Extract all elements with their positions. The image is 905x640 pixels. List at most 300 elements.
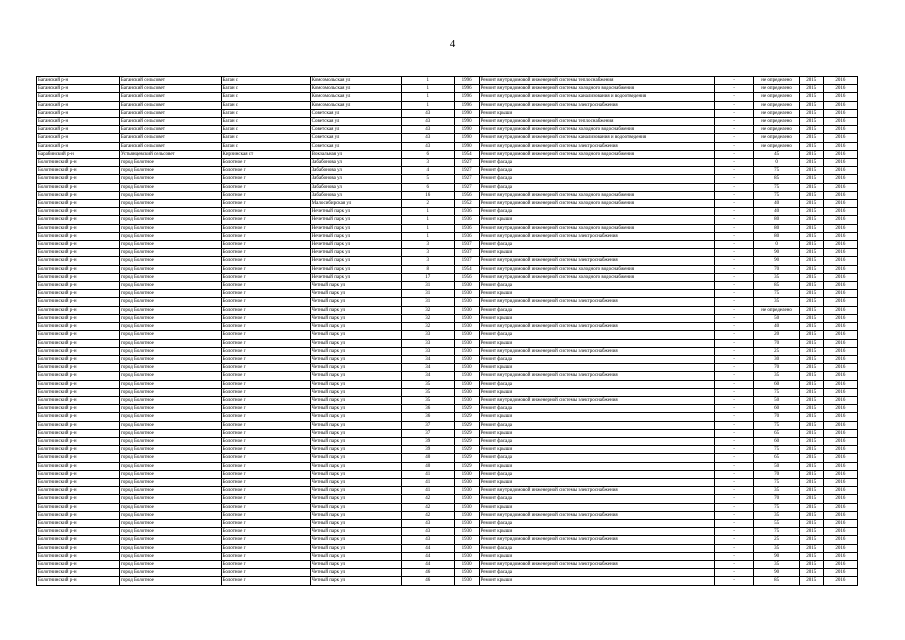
district-cell: Болотнинский р-н [37, 429, 120, 437]
plan-end-year-cell: 2016 [823, 118, 857, 126]
settlement-cell: Болотное г [221, 536, 310, 544]
street-cell: Нечетный парк ул [310, 208, 401, 216]
street-cell: Четный парк ул [310, 462, 401, 470]
settlement-cell: Болотное г [221, 364, 310, 372]
municipality-cell: город Болотное [119, 470, 221, 478]
settlement-cell: Баган с [221, 101, 310, 109]
dash-cell: - [714, 142, 753, 150]
plan-start-year-cell: 2015 [799, 470, 823, 478]
plan-start-year-cell: 2015 [799, 405, 823, 413]
district-cell: Болотнинский р-н [37, 208, 120, 216]
district-cell: Болотнинский р-н [37, 487, 120, 495]
table-row [37, 109, 858, 117]
settlement-cell: Баган с [221, 118, 310, 126]
build-year-cell: 1927 [454, 167, 479, 175]
plan-end-year-cell: 2016 [823, 323, 857, 331]
house-number-cell: 40 [401, 454, 454, 462]
plan-end-year-cell: 2016 [823, 347, 857, 355]
district-cell: Болотнинский р-н [37, 175, 120, 183]
table-row [37, 323, 858, 331]
house-number-cell: 1 [401, 216, 454, 224]
table-row [37, 232, 858, 240]
municipality-cell: город Болотное [119, 544, 221, 552]
plan-end-year-cell: 2016 [823, 282, 857, 290]
district-cell: Болотнинский р-н [37, 528, 120, 536]
work-type-cell: Ремонт внутридомовой инженерной системы холодного водоснабжения [479, 126, 714, 134]
dash-cell: - [714, 429, 753, 437]
plan-end-year-cell: 2016 [823, 314, 857, 322]
dash-cell: - [714, 339, 753, 347]
settlement-cell: Болотное г [221, 560, 310, 568]
plan-end-year-cell: 2016 [823, 503, 857, 511]
settlement-cell: Болотное г [221, 487, 310, 495]
district-cell: Болотнинский р-н [37, 396, 120, 404]
street-cell: Четный парк ул [310, 511, 401, 519]
street-cell: Четный парк ул [310, 331, 401, 339]
wear-percent-cell: 35 [754, 487, 800, 495]
house-number-cell: 41 [401, 470, 454, 478]
plan-start-year-cell: 2015 [799, 323, 823, 331]
wear-percent-cell: 75 [754, 503, 800, 511]
street-cell: Четный парк ул [310, 298, 401, 306]
table-row [37, 150, 858, 158]
work-type-cell: Ремонт крыши [479, 552, 714, 560]
district-cell: Болотнинский р-н [37, 446, 120, 454]
build-year-cell: 1930 [454, 372, 479, 380]
house-number-cell: 35 [401, 388, 454, 396]
build-year-cell: 1990 [454, 118, 479, 126]
settlement-cell: Болотное г [221, 552, 310, 560]
plan-start-year-cell: 2015 [799, 528, 823, 536]
house-number-cell: 44 [401, 552, 454, 560]
street-cell: Советская ул [310, 134, 401, 142]
wear-percent-cell: 80 [754, 216, 800, 224]
wear-percent-cell: 30 [754, 355, 800, 363]
dash-cell: - [714, 519, 753, 527]
wear-percent-cell: 35 [754, 544, 800, 552]
build-year-cell: 1996 [454, 77, 479, 85]
plan-end-year-cell: 2016 [823, 364, 857, 372]
build-year-cell: 1930 [454, 577, 479, 585]
wear-percent-cell: 60 [754, 380, 800, 388]
wear-percent-cell: 75 [754, 446, 800, 454]
house-number-cell: 34 [401, 364, 454, 372]
street-cell: Забабонова ул [310, 183, 401, 191]
street-cell: Комсомольская ул [310, 93, 401, 101]
dash-cell: - [714, 183, 753, 191]
plan-end-year-cell: 2016 [823, 380, 857, 388]
page-number: 4 [449, 38, 456, 50]
street-cell: Нечетный парк ул [310, 265, 401, 273]
settlement-cell: Болотное г [221, 462, 310, 470]
build-year-cell: 1936 [454, 216, 479, 224]
district-cell: Болотнинский р-н [37, 364, 120, 372]
house-number-cell: 41 [401, 478, 454, 486]
table-row [37, 347, 858, 355]
municipality-cell: город Болотное [119, 380, 221, 388]
dash-cell: - [714, 405, 753, 413]
work-type-cell: Ремонт крыши [479, 413, 714, 421]
work-type-cell: Ремонт внутридомовой инженерной системы холодного водоснабжения [479, 224, 714, 232]
work-type-cell: Ремонт внутридомовой инженерной системы холодного водоснабжения [479, 273, 714, 281]
table-row [37, 478, 858, 486]
plan-start-year-cell: 2015 [799, 306, 823, 314]
street-cell: Четный парк ул [310, 306, 401, 314]
work-type-cell: Ремонт фасада [479, 175, 714, 183]
work-type-cell: Ремонт фасада [479, 306, 714, 314]
street-cell: Четный парк ул [310, 552, 401, 560]
house-number-cell: 36 [401, 413, 454, 421]
plan-end-year-cell: 2016 [823, 544, 857, 552]
wear-percent-cell: 50 [754, 462, 800, 470]
street-cell: Четный парк ул [310, 314, 401, 322]
house-number-cell: 43 [401, 536, 454, 544]
district-cell: Болотнинский р-н [37, 552, 120, 560]
municipality-cell: город Болотное [119, 421, 221, 429]
work-type-cell: Ремонт внутридомовой инженерной системы электроснабжения [479, 232, 714, 240]
dash-cell: - [714, 437, 753, 445]
settlement-cell: Баган с [221, 126, 310, 134]
municipality-cell: Баганский сельсовет [119, 101, 221, 109]
plan-start-year-cell: 2015 [799, 569, 823, 577]
district-cell: Болотнинский р-н [37, 306, 120, 314]
table-row [37, 77, 858, 85]
table-row [37, 462, 858, 470]
district-cell: Болотнинский р-н [37, 536, 120, 544]
build-year-cell: 1930 [454, 560, 479, 568]
district-cell: Баганский р-н [37, 142, 120, 150]
settlement-cell: Баган с [221, 85, 310, 93]
district-cell: Болотнинский р-н [37, 216, 120, 224]
build-year-cell: 1930 [454, 323, 479, 331]
build-year-cell: 1927 [454, 175, 479, 183]
street-cell: Нечетный парк ул [310, 273, 401, 281]
work-type-cell: Ремонт крыши [479, 388, 714, 396]
plan-end-year-cell: 2016 [823, 421, 857, 429]
house-number-cell: 43 [401, 134, 454, 142]
dash-cell: - [714, 109, 753, 117]
plan-start-year-cell: 2015 [799, 85, 823, 93]
wear-percent-cell: 0 [754, 159, 800, 167]
street-cell: Четный парк ул [310, 470, 401, 478]
settlement-cell: Болотное г [221, 528, 310, 536]
settlement-cell: Баган с [221, 93, 310, 101]
wear-percent-cell: 90 [754, 552, 800, 560]
house-number-cell: 42 [401, 495, 454, 503]
build-year-cell: 1937 [454, 257, 479, 265]
district-cell: Болотнинский р-н [37, 577, 120, 585]
dash-cell: - [714, 396, 753, 404]
wear-percent-cell: 70 [754, 364, 800, 372]
street-cell: Комсомольская ул [310, 85, 401, 93]
work-type-cell: Ремонт фасада [479, 437, 714, 445]
build-year-cell: 1930 [454, 495, 479, 503]
house-number-cell: 43 [401, 142, 454, 150]
table-row [37, 552, 858, 560]
house-number-cell: 34 [401, 372, 454, 380]
work-type-cell: Ремонт внутридомовой инженерной системы электроснабжения [479, 372, 714, 380]
dash-cell: - [714, 355, 753, 363]
work-type-cell: Ремонт внутридомовой инженерной системы электроснабжения [479, 347, 714, 355]
house-number-cell: 34 [401, 355, 454, 363]
plan-end-year-cell: 2016 [823, 462, 857, 470]
build-year-cell: 1930 [454, 388, 479, 396]
plan-end-year-cell: 2016 [823, 405, 857, 413]
dash-cell: - [714, 298, 753, 306]
work-type-cell: Ремонт внутридомовой инженерной системы электроснабжения [479, 487, 714, 495]
settlement-cell: Болотное г [221, 347, 310, 355]
dash-cell: - [714, 273, 753, 281]
wear-percent-cell: 75 [754, 167, 800, 175]
plan-start-year-cell: 2015 [799, 446, 823, 454]
table-row [37, 257, 858, 265]
plan-end-year-cell: 2016 [823, 331, 857, 339]
district-cell: Болотнинский р-н [37, 413, 120, 421]
work-type-cell: Ремонт внутридомовой инженерной системы холодного водоснабжения [479, 191, 714, 199]
municipality-cell: город Болотное [119, 454, 221, 462]
plan-end-year-cell: 2016 [823, 109, 857, 117]
house-number-cell: 35 [401, 396, 454, 404]
build-year-cell: 1996 [454, 85, 479, 93]
table-row [37, 519, 858, 527]
table-row [37, 577, 858, 585]
build-year-cell: 1990 [454, 109, 479, 117]
wear-percent-cell: не определено [754, 101, 800, 109]
plan-start-year-cell: 2015 [799, 454, 823, 462]
settlement-cell: Баган с [221, 142, 310, 150]
work-type-cell: Ремонт крыши [479, 109, 714, 117]
district-cell: Болотнинский р-н [37, 560, 120, 568]
table-row [37, 536, 858, 544]
dash-cell: - [714, 528, 753, 536]
plan-start-year-cell: 2015 [799, 257, 823, 265]
dash-cell: - [714, 487, 753, 495]
wear-percent-cell: 40 [754, 323, 800, 331]
municipality-cell: город Болотное [119, 528, 221, 536]
wear-percent-cell: 55 [754, 519, 800, 527]
wear-percent-cell: 40 [754, 208, 800, 216]
street-cell: Забабонова ул [310, 159, 401, 167]
plan-end-year-cell: 2016 [823, 167, 857, 175]
dash-cell: - [714, 314, 753, 322]
build-year-cell: 1929 [454, 454, 479, 462]
municipality-cell: Баганский сельсовет [119, 118, 221, 126]
house-number-cell: 40 [401, 462, 454, 470]
house-number-cell: 36 [401, 405, 454, 413]
municipality-cell: город Болотное [119, 503, 221, 511]
table-row [37, 355, 858, 363]
wear-percent-cell: 80 [754, 232, 800, 240]
street-cell: Четный парк ул [310, 519, 401, 527]
build-year-cell: 1929 [454, 446, 479, 454]
build-year-cell: 1929 [454, 462, 479, 470]
plan-end-year-cell: 2016 [823, 552, 857, 560]
district-cell: Болотнинский р-н [37, 495, 120, 503]
settlement-cell: Болотное г [221, 208, 310, 216]
work-type-cell: Ремонт внутридомовой инженерной системы электроснабжения [479, 396, 714, 404]
dash-cell: - [714, 175, 753, 183]
wear-percent-cell: 75 [754, 183, 800, 191]
wear-percent-cell: не определено [754, 109, 800, 117]
plan-start-year-cell: 2015 [799, 241, 823, 249]
plan-end-year-cell: 2016 [823, 355, 857, 363]
municipality-cell: город Болотное [119, 552, 221, 560]
street-cell: Четный парк ул [310, 560, 401, 568]
street-cell: Четный парк ул [310, 454, 401, 462]
table-row [37, 183, 858, 191]
municipality-cell: город Болотное [119, 265, 221, 273]
plan-start-year-cell: 2015 [799, 503, 823, 511]
wear-percent-cell: 45 [754, 150, 800, 158]
work-type-cell: Ремонт крыши [479, 462, 714, 470]
municipality-cell: город Болотное [119, 159, 221, 167]
plan-end-year-cell: 2016 [823, 569, 857, 577]
street-cell: Четный парк ул [310, 347, 401, 355]
plan-start-year-cell: 2015 [799, 388, 823, 396]
municipality-cell: город Болотное [119, 208, 221, 216]
settlement-cell: Болотное г [221, 159, 310, 167]
plan-end-year-cell: 2016 [823, 372, 857, 380]
work-type-cell: Ремонт крыши [479, 364, 714, 372]
build-year-cell: 1952 [454, 200, 479, 208]
table-row [37, 372, 858, 380]
plan-end-year-cell: 2016 [823, 560, 857, 568]
wear-percent-cell: 35 [754, 298, 800, 306]
settlement-cell: Болотное г [221, 544, 310, 552]
house-number-cell: 37 [401, 429, 454, 437]
table-row [37, 331, 858, 339]
street-cell: Забабонова ул [310, 191, 401, 199]
work-type-cell: Ремонт фасада [479, 241, 714, 249]
district-cell: Болотнинский р-н [37, 249, 120, 257]
municipality-cell: город Болотное [119, 175, 221, 183]
plan-start-year-cell: 2015 [799, 93, 823, 101]
dash-cell: - [714, 208, 753, 216]
plan-start-year-cell: 2015 [799, 224, 823, 232]
street-cell: Четный парк ул [310, 577, 401, 585]
dash-cell: - [714, 85, 753, 93]
municipality-cell: город Болотное [119, 437, 221, 445]
table-row [37, 126, 858, 134]
street-cell: Четный парк ул [310, 355, 401, 363]
settlement-cell: Болотное г [221, 249, 310, 257]
house-number-cell: 35 [401, 380, 454, 388]
district-cell: Баганский р-н [37, 85, 120, 93]
plan-end-year-cell: 2016 [823, 388, 857, 396]
dash-cell: - [714, 150, 753, 158]
street-cell: Четный парк ул [310, 536, 401, 544]
street-cell: Четный парк ул [310, 487, 401, 495]
wear-percent-cell: 35 [754, 273, 800, 281]
district-cell: Болотнинский р-н [37, 569, 120, 577]
dash-cell: - [714, 77, 753, 85]
wear-percent-cell: 50 [754, 396, 800, 404]
house-number-cell: 42 [401, 503, 454, 511]
municipality-cell: город Болотное [119, 257, 221, 265]
plan-start-year-cell: 2015 [799, 200, 823, 208]
work-type-cell: Ремонт фасада [479, 355, 714, 363]
plan-start-year-cell: 2015 [799, 380, 823, 388]
plan-start-year-cell: 2015 [799, 478, 823, 486]
municipality-cell: город Болотное [119, 495, 221, 503]
table-row [37, 249, 858, 257]
table-row [37, 364, 858, 372]
settlement-cell: Болотное г [221, 241, 310, 249]
work-type-cell: Ремонт крыши [479, 216, 714, 224]
wear-percent-cell: 65 [754, 429, 800, 437]
settlement-cell: Болотное г [221, 323, 310, 331]
settlement-cell: Болотное г [221, 405, 310, 413]
district-cell: Болотнинский р-н [37, 191, 120, 199]
house-number-cell: 6 [401, 183, 454, 191]
house-number-cell: 6 [401, 150, 454, 158]
wear-percent-cell: 60 [754, 437, 800, 445]
district-cell: Болотнинский р-н [37, 388, 120, 396]
table-row [37, 339, 858, 347]
work-type-cell: Ремонт фасада [479, 183, 714, 191]
build-year-cell: 1930 [454, 569, 479, 577]
build-year-cell: 1990 [454, 142, 479, 150]
settlement-cell: Болотное г [221, 191, 310, 199]
house-number-cell: 1 [401, 232, 454, 240]
street-cell: Четный парк ул [310, 429, 401, 437]
work-type-cell: Ремонт внутридомовой инженерной системы электроснабжения [479, 511, 714, 519]
build-year-cell: 1930 [454, 478, 479, 486]
work-type-cell: Ремонт крыши [479, 446, 714, 454]
plan-start-year-cell: 2015 [799, 175, 823, 183]
settlement-cell: Болотное г [221, 577, 310, 585]
municipality-cell: город Болотное [119, 577, 221, 585]
house-number-cell: 43 [401, 109, 454, 117]
district-cell: Болотнинский р-н [37, 323, 120, 331]
table-row [37, 224, 858, 232]
dash-cell: - [714, 191, 753, 199]
street-cell: Четный парк ул [310, 396, 401, 404]
wear-percent-cell: 70 [754, 265, 800, 273]
plan-end-year-cell: 2016 [823, 85, 857, 93]
plan-start-year-cell: 2015 [799, 372, 823, 380]
table-row [37, 314, 858, 322]
build-year-cell: 1930 [454, 290, 479, 298]
dash-cell: - [714, 216, 753, 224]
dash-cell: - [714, 388, 753, 396]
build-year-cell: 1930 [454, 470, 479, 478]
district-cell: Болотнинский р-н [37, 355, 120, 363]
build-year-cell: 1956 [454, 191, 479, 199]
settlement-cell: Баган с [221, 134, 310, 142]
wear-percent-cell: 75 [754, 478, 800, 486]
plan-end-year-cell: 2016 [823, 142, 857, 150]
street-cell: Комсомольская ул [310, 77, 401, 85]
dash-cell: - [714, 569, 753, 577]
plan-start-year-cell: 2015 [799, 519, 823, 527]
wear-percent-cell: 80 [754, 224, 800, 232]
house-number-cell: 43 [401, 118, 454, 126]
work-type-cell: Ремонт крыши [479, 339, 714, 347]
wear-percent-cell: 25 [754, 347, 800, 355]
work-type-cell: Ремонт фасада [479, 282, 714, 290]
table-row [37, 380, 858, 388]
work-type-cell: Ремонт крыши [479, 249, 714, 257]
dash-cell: - [714, 265, 753, 273]
municipality-cell: город Болотное [119, 232, 221, 240]
wear-percent-cell: 90 [754, 249, 800, 257]
table-row [37, 503, 858, 511]
plan-start-year-cell: 2015 [799, 355, 823, 363]
settlement-cell: Болотное г [221, 388, 310, 396]
wear-percent-cell: не определено [754, 77, 800, 85]
wear-percent-cell: 70 [754, 470, 800, 478]
